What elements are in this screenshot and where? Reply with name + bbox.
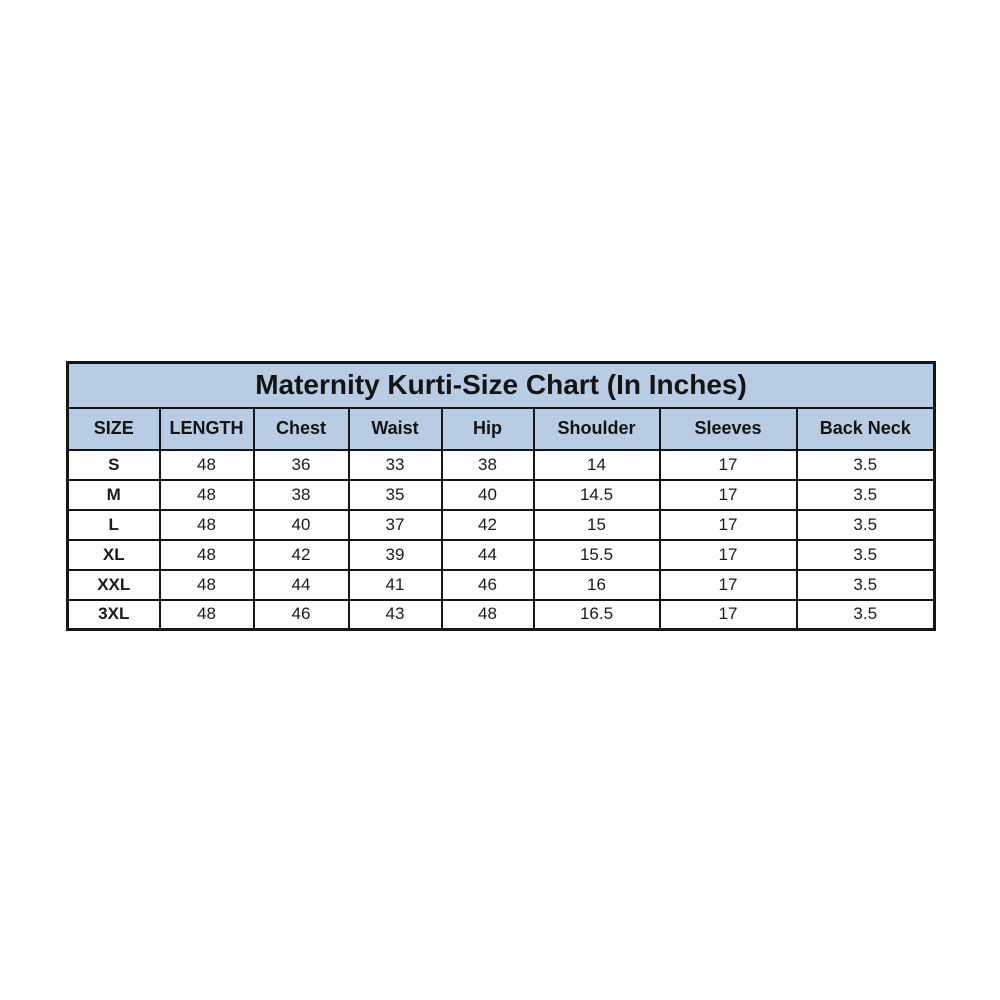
size-label: 3XL: [68, 600, 160, 630]
measurement-cell: 39: [349, 540, 442, 570]
column-header-waist: Waist: [349, 408, 442, 450]
measurement-cell: 46: [442, 570, 534, 600]
table-row-size-3xl: [68, 600, 935, 630]
measurement-cell: 35: [349, 480, 442, 510]
column-header-size: SIZE: [68, 408, 160, 450]
measurement-cell: 16.5: [534, 600, 660, 630]
measurement-cell: 48: [160, 450, 254, 480]
measurement-cell: 44: [442, 540, 534, 570]
size-label: XXL: [68, 570, 160, 600]
measurement-cell: 3.5: [797, 450, 935, 480]
table-row-size-s: [68, 450, 935, 480]
size-label: M: [68, 480, 160, 510]
measurement-cell: 17: [660, 450, 797, 480]
measurement-cell: 3.5: [797, 570, 935, 600]
size-chart-table: [66, 361, 936, 631]
size-label: XL: [68, 540, 160, 570]
measurement-cell: 48: [160, 540, 254, 570]
measurement-cell: 17: [660, 540, 797, 570]
measurement-cell: 15: [534, 510, 660, 540]
table-title-row: [68, 363, 935, 408]
measurement-cell: 15.5: [534, 540, 660, 570]
column-header-hip: Hip: [442, 408, 534, 450]
measurement-cell: 14.5: [534, 480, 660, 510]
column-header-chest: Chest: [254, 408, 349, 450]
measurement-cell: 42: [442, 510, 534, 540]
table-row-size-xxl: [68, 570, 935, 600]
measurement-cell: 48: [160, 510, 254, 540]
table-row-size-l: [68, 510, 935, 540]
measurement-cell: 48: [160, 570, 254, 600]
column-header-sleeves: Sleeves: [660, 408, 797, 450]
measurement-cell: 3.5: [797, 480, 935, 510]
measurement-cell: 3.5: [797, 540, 935, 570]
measurement-cell: 17: [660, 600, 797, 630]
table-title: Maternity Kurti-Size Chart (In Inches): [68, 363, 935, 408]
measurement-cell: 37: [349, 510, 442, 540]
measurement-cell: 3.5: [797, 510, 935, 540]
measurement-cell: 16: [534, 570, 660, 600]
measurement-cell: 3.5: [797, 600, 935, 630]
measurement-cell: 17: [660, 510, 797, 540]
size-label: L: [68, 510, 160, 540]
measurement-cell: 38: [254, 480, 349, 510]
measurement-cell: 44: [254, 570, 349, 600]
table-header-row: [68, 408, 935, 450]
measurement-cell: 36: [254, 450, 349, 480]
table-row-size-m: [68, 480, 935, 510]
size-chart-container: [66, 361, 933, 631]
measurement-cell: 48: [160, 600, 254, 630]
measurement-cell: 40: [442, 480, 534, 510]
measurement-cell: 42: [254, 540, 349, 570]
table-row-size-xl: [68, 540, 935, 570]
measurement-cell: 43: [349, 600, 442, 630]
measurement-cell: 33: [349, 450, 442, 480]
measurement-cell: 14: [534, 450, 660, 480]
measurement-cell: 46: [254, 600, 349, 630]
measurement-cell: 17: [660, 480, 797, 510]
column-header-back-neck: Back Neck: [797, 408, 935, 450]
measurement-cell: 40: [254, 510, 349, 540]
size-label: S: [68, 450, 160, 480]
measurement-cell: 41: [349, 570, 442, 600]
measurement-cell: 48: [160, 480, 254, 510]
measurement-cell: 48: [442, 600, 534, 630]
column-header-length: LENGTH: [160, 408, 254, 450]
measurement-cell: 17: [660, 570, 797, 600]
column-header-shoulder: Shoulder: [534, 408, 660, 450]
measurement-cell: 38: [442, 450, 534, 480]
